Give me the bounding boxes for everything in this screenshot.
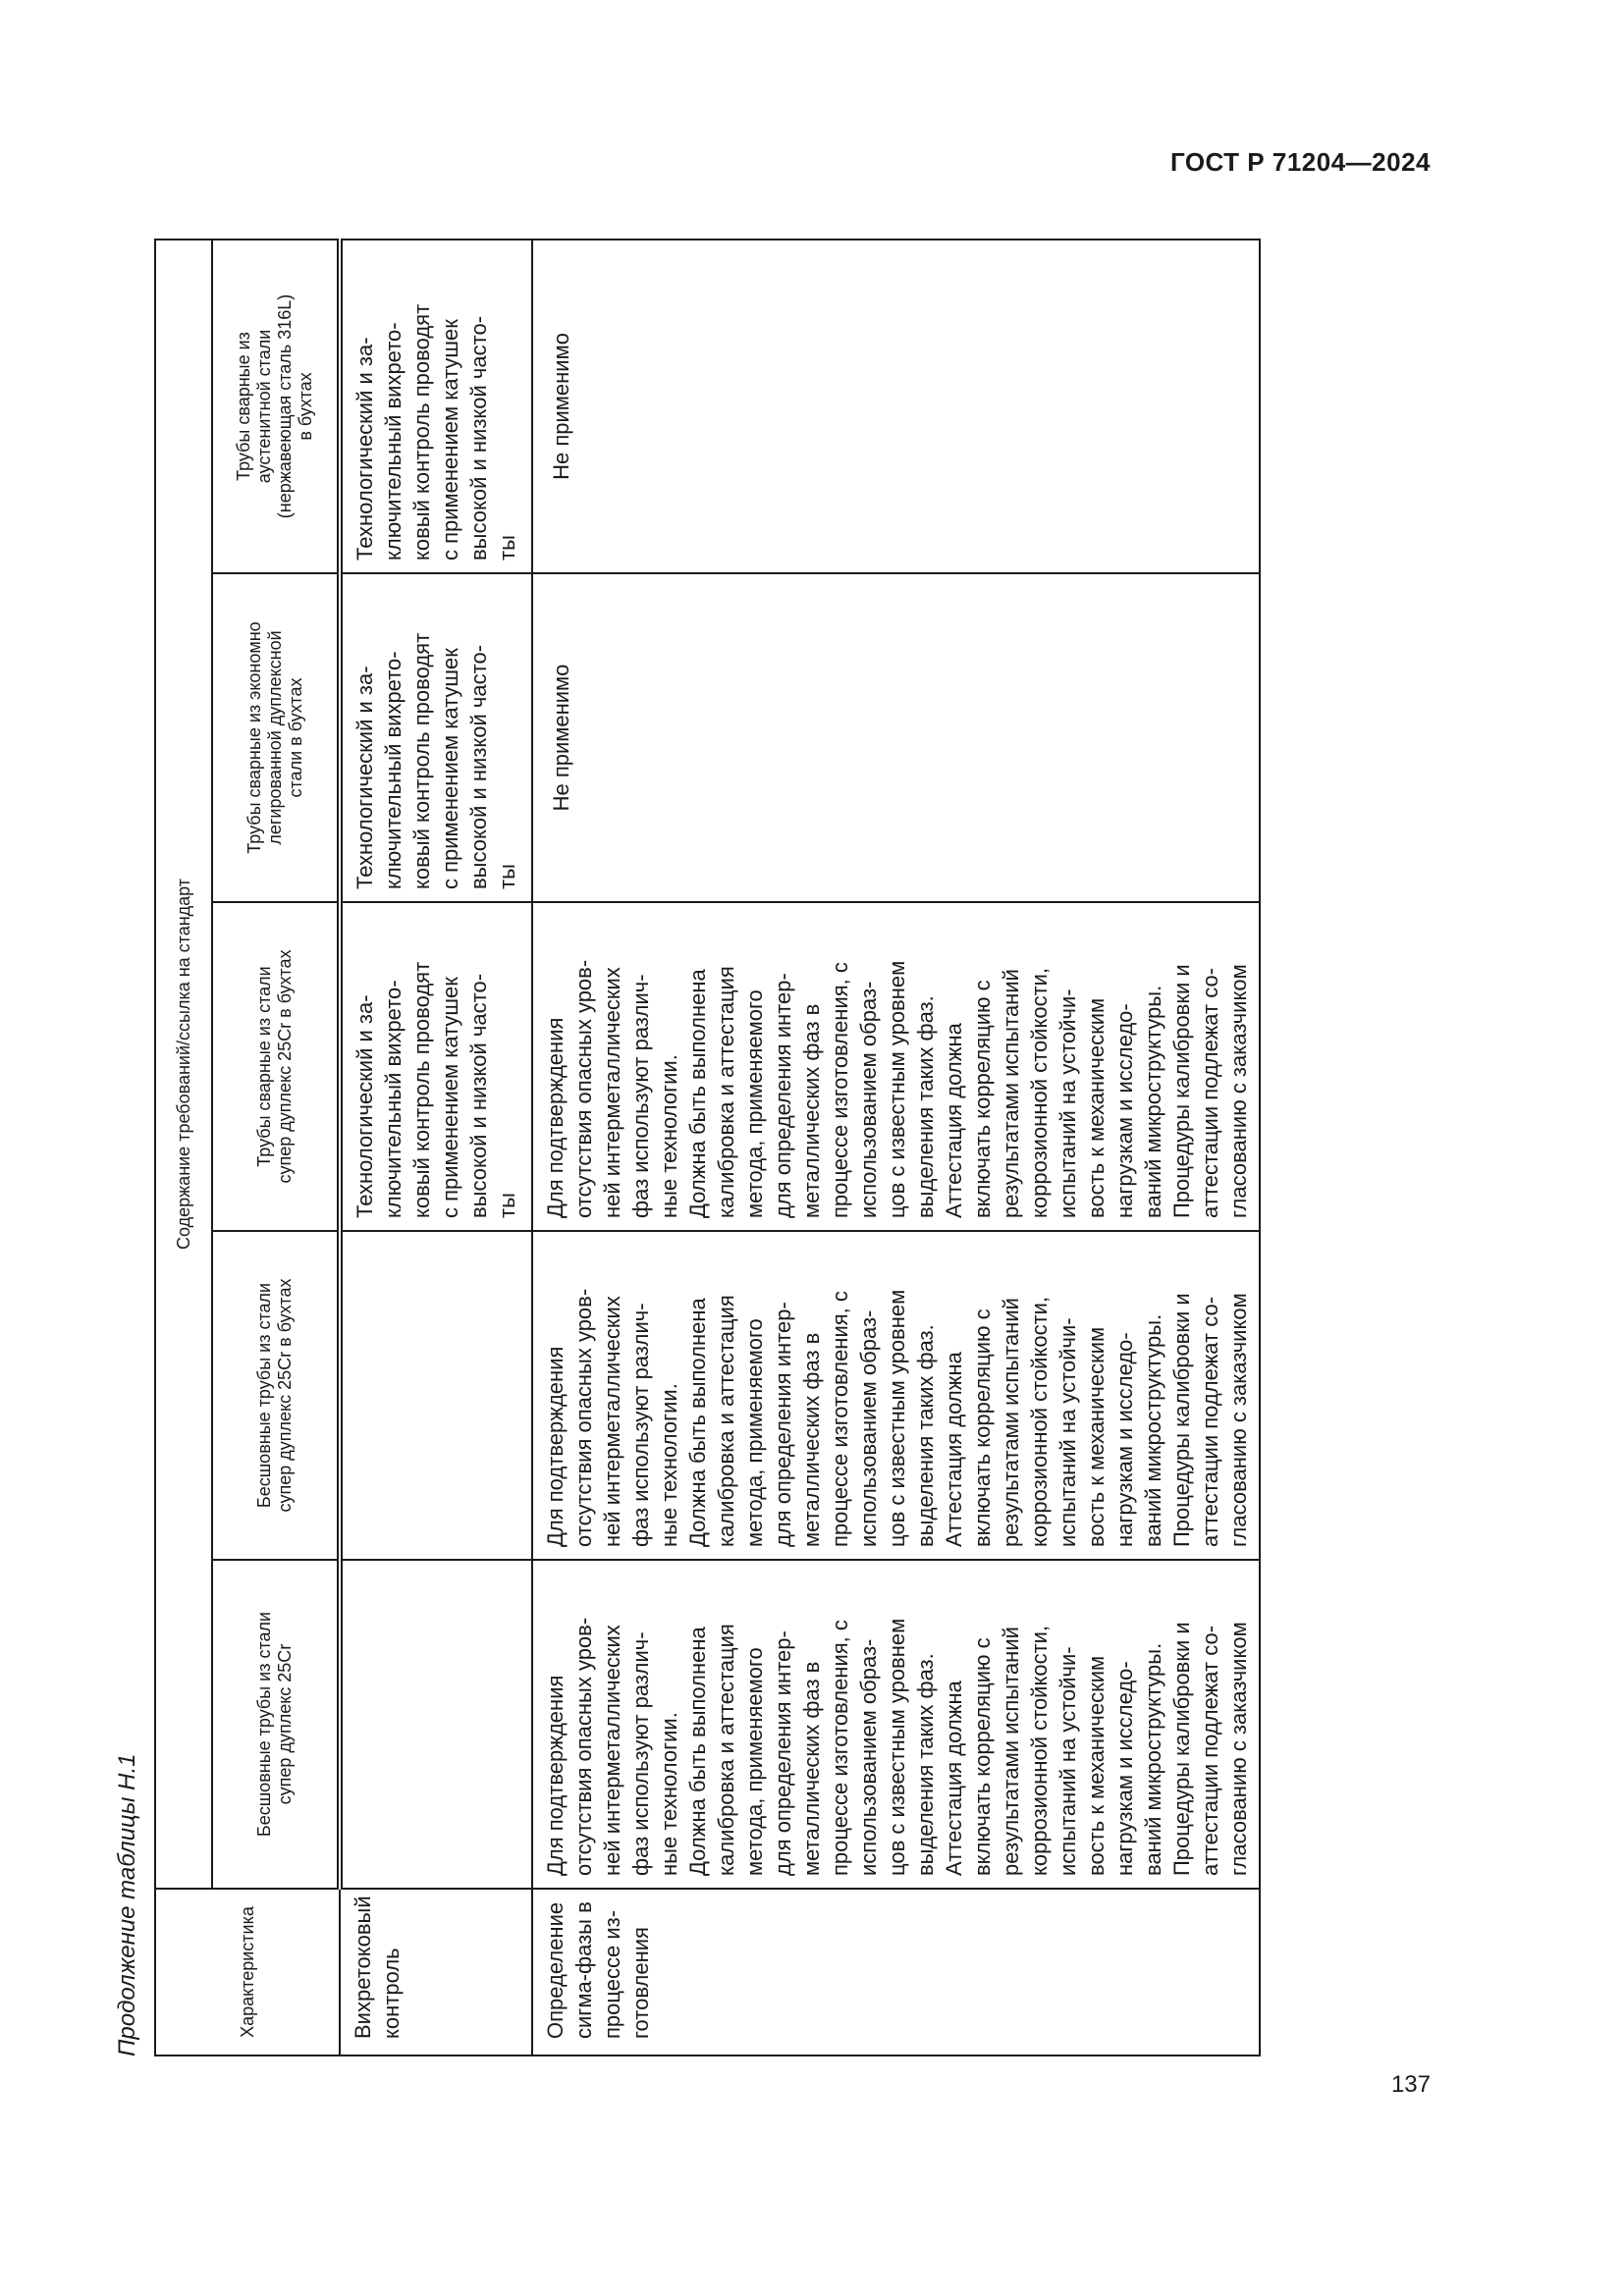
table-row: [340, 240, 532, 2056]
table-header-row: [155, 240, 212, 2056]
table-caption: Продолжение таблицы Н.1: [114, 1753, 140, 2056]
table-cell: [340, 1560, 532, 1889]
table-cell: Для подтверждения отсутствия опасных уров- ней интерметаллических фаз используют различ- ные технологии. Должна быть выполнена калибровка и аттестация метода, применяемого для определения интер- металлических фаз в процессе изготовления, с использованием образ- цов с известным уровнем выделения таких фаз. Аттестация должна включать корреляцию с результатами испытаний коррозионной стойкости, испытаний на устойчи- вость к механическим нагрузкам и исследо- ваний микроструктуры. Процедуры калибровки и аттестации подлежат со- гласованию с заказчиком: [532, 902, 1260, 1231]
table-cell: Для подтверждения отсутствия опасных уров- ней интерметаллических фаз используют различ- ные технологии. Должна быть выполнена калибровка и аттестация метода, применяемого для определения интер- металлических фаз в процессе изготовления, с использованием образ- цов с известным уровнем выделения таких фаз. Аттестация должна включать корреляцию с результатами испытаний коррозионной стойкости, испытаний на устойчи- вость к механическим нагрузкам и исследо- ваний микроструктуры. Процедуры калибровки и аттестации подлежат со- гласованию с заказчиком: [532, 1231, 1260, 1560]
column-header: Бесшовные трубы из стали супер дуплекс 25Cr: [212, 1560, 340, 1889]
column-header: Трубы сварные из стали супер дуплекс 25Cr в бухтах: [212, 902, 340, 1231]
not-applicable-cell: Не применимо: [532, 240, 1260, 573]
column-header: Характеристика: [155, 1889, 340, 2056]
table-subheader-row: [212, 240, 340, 2056]
group-header: Содержание требований/ссылка на стандарт: [155, 240, 212, 1889]
requirements-table: [154, 239, 1261, 2056]
characteristic-cell: Вихретоковый контроль: [340, 1889, 532, 2056]
not-applicable-cell: Не применимо: [532, 573, 1260, 902]
table-cell: Технологический и за- ключительный вихрето- ковый контроль проводят с применением катушек высокой и низкой часто- ты: [340, 240, 532, 573]
table-row: [532, 240, 1260, 2056]
page-number: 137: [1390, 2071, 1431, 2098]
table-cell: Для подтверждения отсутствия опасных уров- ней интерметаллических фаз используют различ- ные технологии. Должна быть выполнена калибровка и аттестация метода, применяемого для определения интер- металлических фаз в процессе изготовления, с использованием образ- цов с известным уровнем выделения таких фаз. Аттестация должна включать корреляцию с результатами испытаний коррозионной стойкости, испытаний на устойчи- вость к механическим нагрузкам и исследо- ваний микроструктуры. Процедуры калибровки и аттестации подлежат со- гласованию с заказчиком: [532, 1560, 1260, 1889]
rotated-table-frame: [103, 240, 1251, 2056]
table-cell: [340, 1231, 532, 1560]
standard-code: ГОСТ Р 71204—2024: [1169, 147, 1431, 177]
characteristic-cell: Определение сигма-фазы в процессе из- готовления: [532, 1889, 1260, 2056]
table-cell: Технологический и за- ключительный вихрето- ковый контроль проводят с применением катушек высокой и низкой часто- ты: [340, 902, 532, 1231]
column-header: Бесшовные трубы из стали супер дуплекс 25Cr в бухтах: [212, 1231, 340, 1560]
column-header: Трубы сварные из экономно легированной дуплексной стали в бухтах: [212, 573, 340, 902]
table-cell: Технологический и за- ключительный вихрето- ковый контроль проводят с применением катушек высокой и низкой часто- ты: [340, 573, 532, 902]
column-header: Трубы сварные из аустенитной стали (нержавеющая сталь 316L) в бухтах: [212, 240, 340, 573]
